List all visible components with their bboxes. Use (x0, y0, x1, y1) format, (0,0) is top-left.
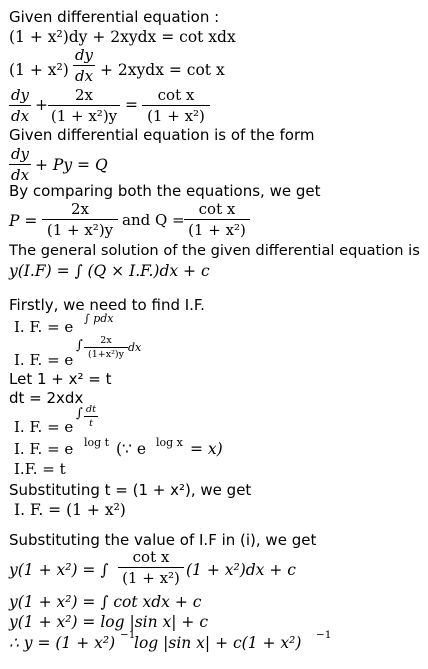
fraction-denominator: dx (74, 67, 94, 85)
fraction-numerator: 2x (70, 200, 89, 218)
equation-rewrite-prefix: (1 + x²) (9, 61, 69, 79)
fraction-q (184, 200, 250, 239)
fraction-numerator: dy (74, 46, 94, 64)
fraction-numerator: cot x (157, 86, 195, 104)
equals-sign: = (125, 96, 138, 114)
text-substituting-if: Substituting the value of I.F in (i), we get (9, 531, 317, 549)
fraction-numerator: cot x (198, 200, 236, 218)
exponent-fraction (84, 404, 98, 429)
if-result: I. F. = (1 + x²) (14, 501, 126, 519)
exponent-fraction (84, 335, 128, 360)
if-equals-t: I.F. = t (14, 460, 66, 478)
heading-given-equation: Given differential equation : (9, 8, 220, 26)
fraction-dy-dx (9, 86, 31, 125)
p-equals: P = (9, 212, 38, 230)
equation-general-solution: y(I.F) = ∫ (Q × I.F.)dx + c (9, 262, 210, 280)
text-general-solution: The general solution of the given differential equation is (9, 242, 420, 259)
equation-simplified: y(1 + x²) = ∫ cot xdx + c (9, 593, 202, 611)
text-substituting-t: Substituting t = (1 + x²), we get (9, 481, 252, 499)
if-equals: I. F. = e (14, 351, 74, 369)
integral-equation-rhs: (1 + x²)dx + c (186, 561, 296, 579)
fraction-p (42, 200, 118, 239)
exponent-log-t: log t (84, 436, 110, 449)
fraction-denominator: (1+x²)y (84, 347, 128, 360)
fraction-numerator: 2x (100, 335, 112, 346)
equation-original: (1 + x²)dy + 2xydx = cot xdx (9, 28, 236, 46)
text-find-if: Firstly, we need to find I.F. (9, 296, 205, 314)
fraction-denominator: dx (10, 107, 30, 125)
fraction-dy-dx (73, 46, 95, 85)
text-comparing: By comparing both the equations, we get (9, 182, 321, 200)
fraction-2x-over (48, 86, 120, 125)
if-equals: I. F. = e (14, 418, 74, 436)
fraction-cot-over (142, 86, 210, 125)
fraction-cot-over (118, 548, 184, 587)
equation-rewrite-suffix: + 2xydx = cot x (100, 61, 225, 79)
fraction-denominator: (1 + x²)y (48, 105, 120, 125)
because-prefix: (∵ e (116, 440, 147, 458)
and-q-equals: and Q = (122, 211, 185, 229)
if-equals: I. F. = e (14, 318, 74, 336)
exponent-dx: dx (128, 341, 142, 354)
integral-equation-lhs: y(1 + x²) = ∫ (9, 561, 109, 579)
plus-sign: + (35, 96, 48, 114)
fraction-denominator: dx (10, 166, 30, 184)
exponent-integral-sign: ∫ (76, 406, 83, 421)
equation-log: y(1 + x²) = log |sin x| + c (9, 613, 209, 631)
exponent-minus-one: −1 (316, 629, 332, 641)
if-equals: I. F. = e (14, 440, 74, 458)
exponent-integral-pdx: ∫ pdx (84, 312, 114, 325)
fraction-denominator: (1 + x²) (142, 105, 210, 125)
text-form: Given differential equation is of the form (9, 126, 315, 144)
fraction-denominator: (1 + x²) (118, 567, 184, 587)
exponent-integral-sign: ∫ (76, 338, 83, 353)
final-answer-prefix: ∴ y = (1 + x²) (9, 634, 116, 652)
final-answer-middle: log |sin x| + c(1 + x²) (134, 634, 302, 652)
fraction-denominator: (1 + x²)y (42, 219, 118, 239)
dt-equals: dt = 2xdx (9, 389, 84, 407)
let-substitution: Let 1 + x² = t (9, 370, 112, 388)
fraction-denominator: t (84, 416, 98, 429)
fraction-numerator: 2x (74, 86, 93, 104)
fraction-numerator: dy (10, 86, 30, 104)
exponent-log-x: log x (156, 436, 183, 449)
fraction-denominator: (1 + x²) (184, 219, 250, 239)
fraction-numerator: dy (10, 145, 30, 163)
linear-form: + Py = Q (35, 156, 108, 174)
because-suffix: = x) (190, 440, 223, 458)
fraction-dy-dx (9, 145, 31, 184)
fraction-numerator: dt (86, 404, 96, 415)
fraction-numerator: cot x (132, 548, 170, 566)
exponent-minus-one: −1 (120, 629, 136, 641)
